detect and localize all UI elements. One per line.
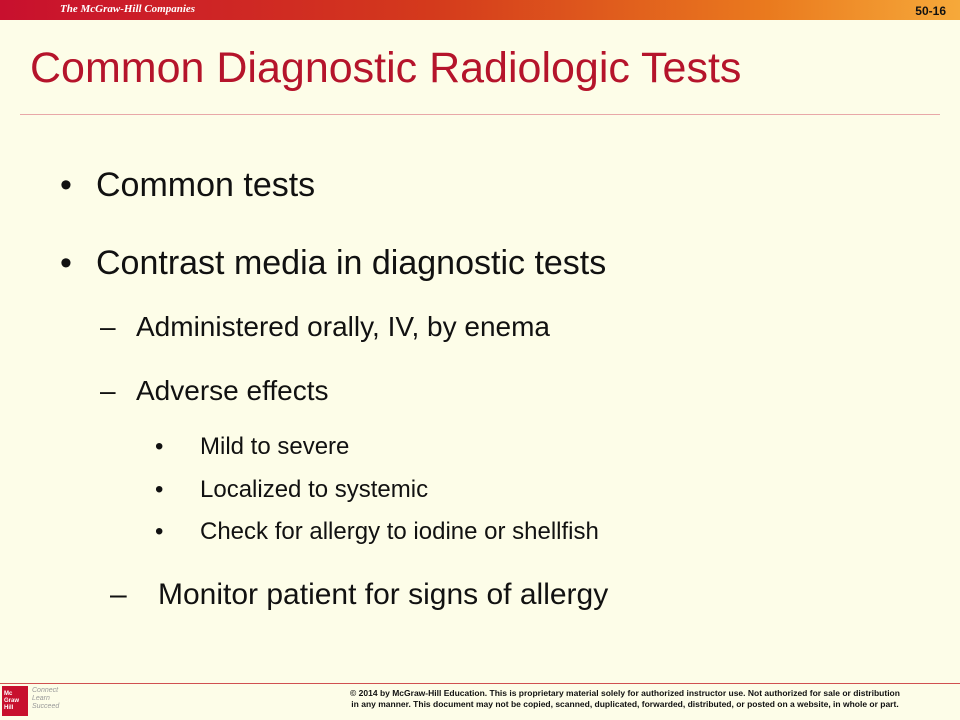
bullet-marker: • <box>155 476 164 503</box>
bullet-marker: • <box>60 166 72 204</box>
bullet-marker: – <box>100 311 116 342</box>
tagline: Connect Learn Succeed <box>32 687 60 710</box>
copyright-notice: © 2014 by McGraw-Hill Education. This is proprietary material solely for authorized instructor use. Not authorized for sale or distribution in any manner. This document may not be copied, scanned, duplicated, forwarded, distributed, or posted on a website, in whole or part. <box>350 688 900 709</box>
brand-name: The McGraw-Hill Companies <box>60 3 196 15</box>
bullet-marker: • <box>60 244 72 282</box>
bullet-marker: • <box>155 433 164 460</box>
bullet-marker: – <box>110 578 127 611</box>
bullet-text: Adverse effects <box>136 375 329 406</box>
slide-title: Common Diagnostic Radiologic Tests <box>30 44 742 92</box>
bullet-marker: • <box>155 518 164 545</box>
brand-bar <box>0 0 960 20</box>
footer-divider <box>0 683 960 684</box>
slide-number: 50-16 <box>915 4 946 18</box>
bullet-text: Administered orally, IV, by enema <box>136 311 550 342</box>
bullet-text: Common tests <box>96 166 316 204</box>
bullet-text: Localized to systemic <box>200 476 429 503</box>
bullet-text: Contrast media in diagnostic tests <box>96 244 607 282</box>
title-divider <box>20 114 940 115</box>
bullet-text: Mild to severe <box>200 433 350 460</box>
mcgraw-hill-logo: Mc Graw Hill <box>2 686 28 716</box>
bullet-text: Monitor patient for signs of allergy <box>158 578 609 611</box>
bullet-text: Check for allergy to iodine or shellfish <box>200 518 599 545</box>
bullet-marker: – <box>100 375 116 406</box>
